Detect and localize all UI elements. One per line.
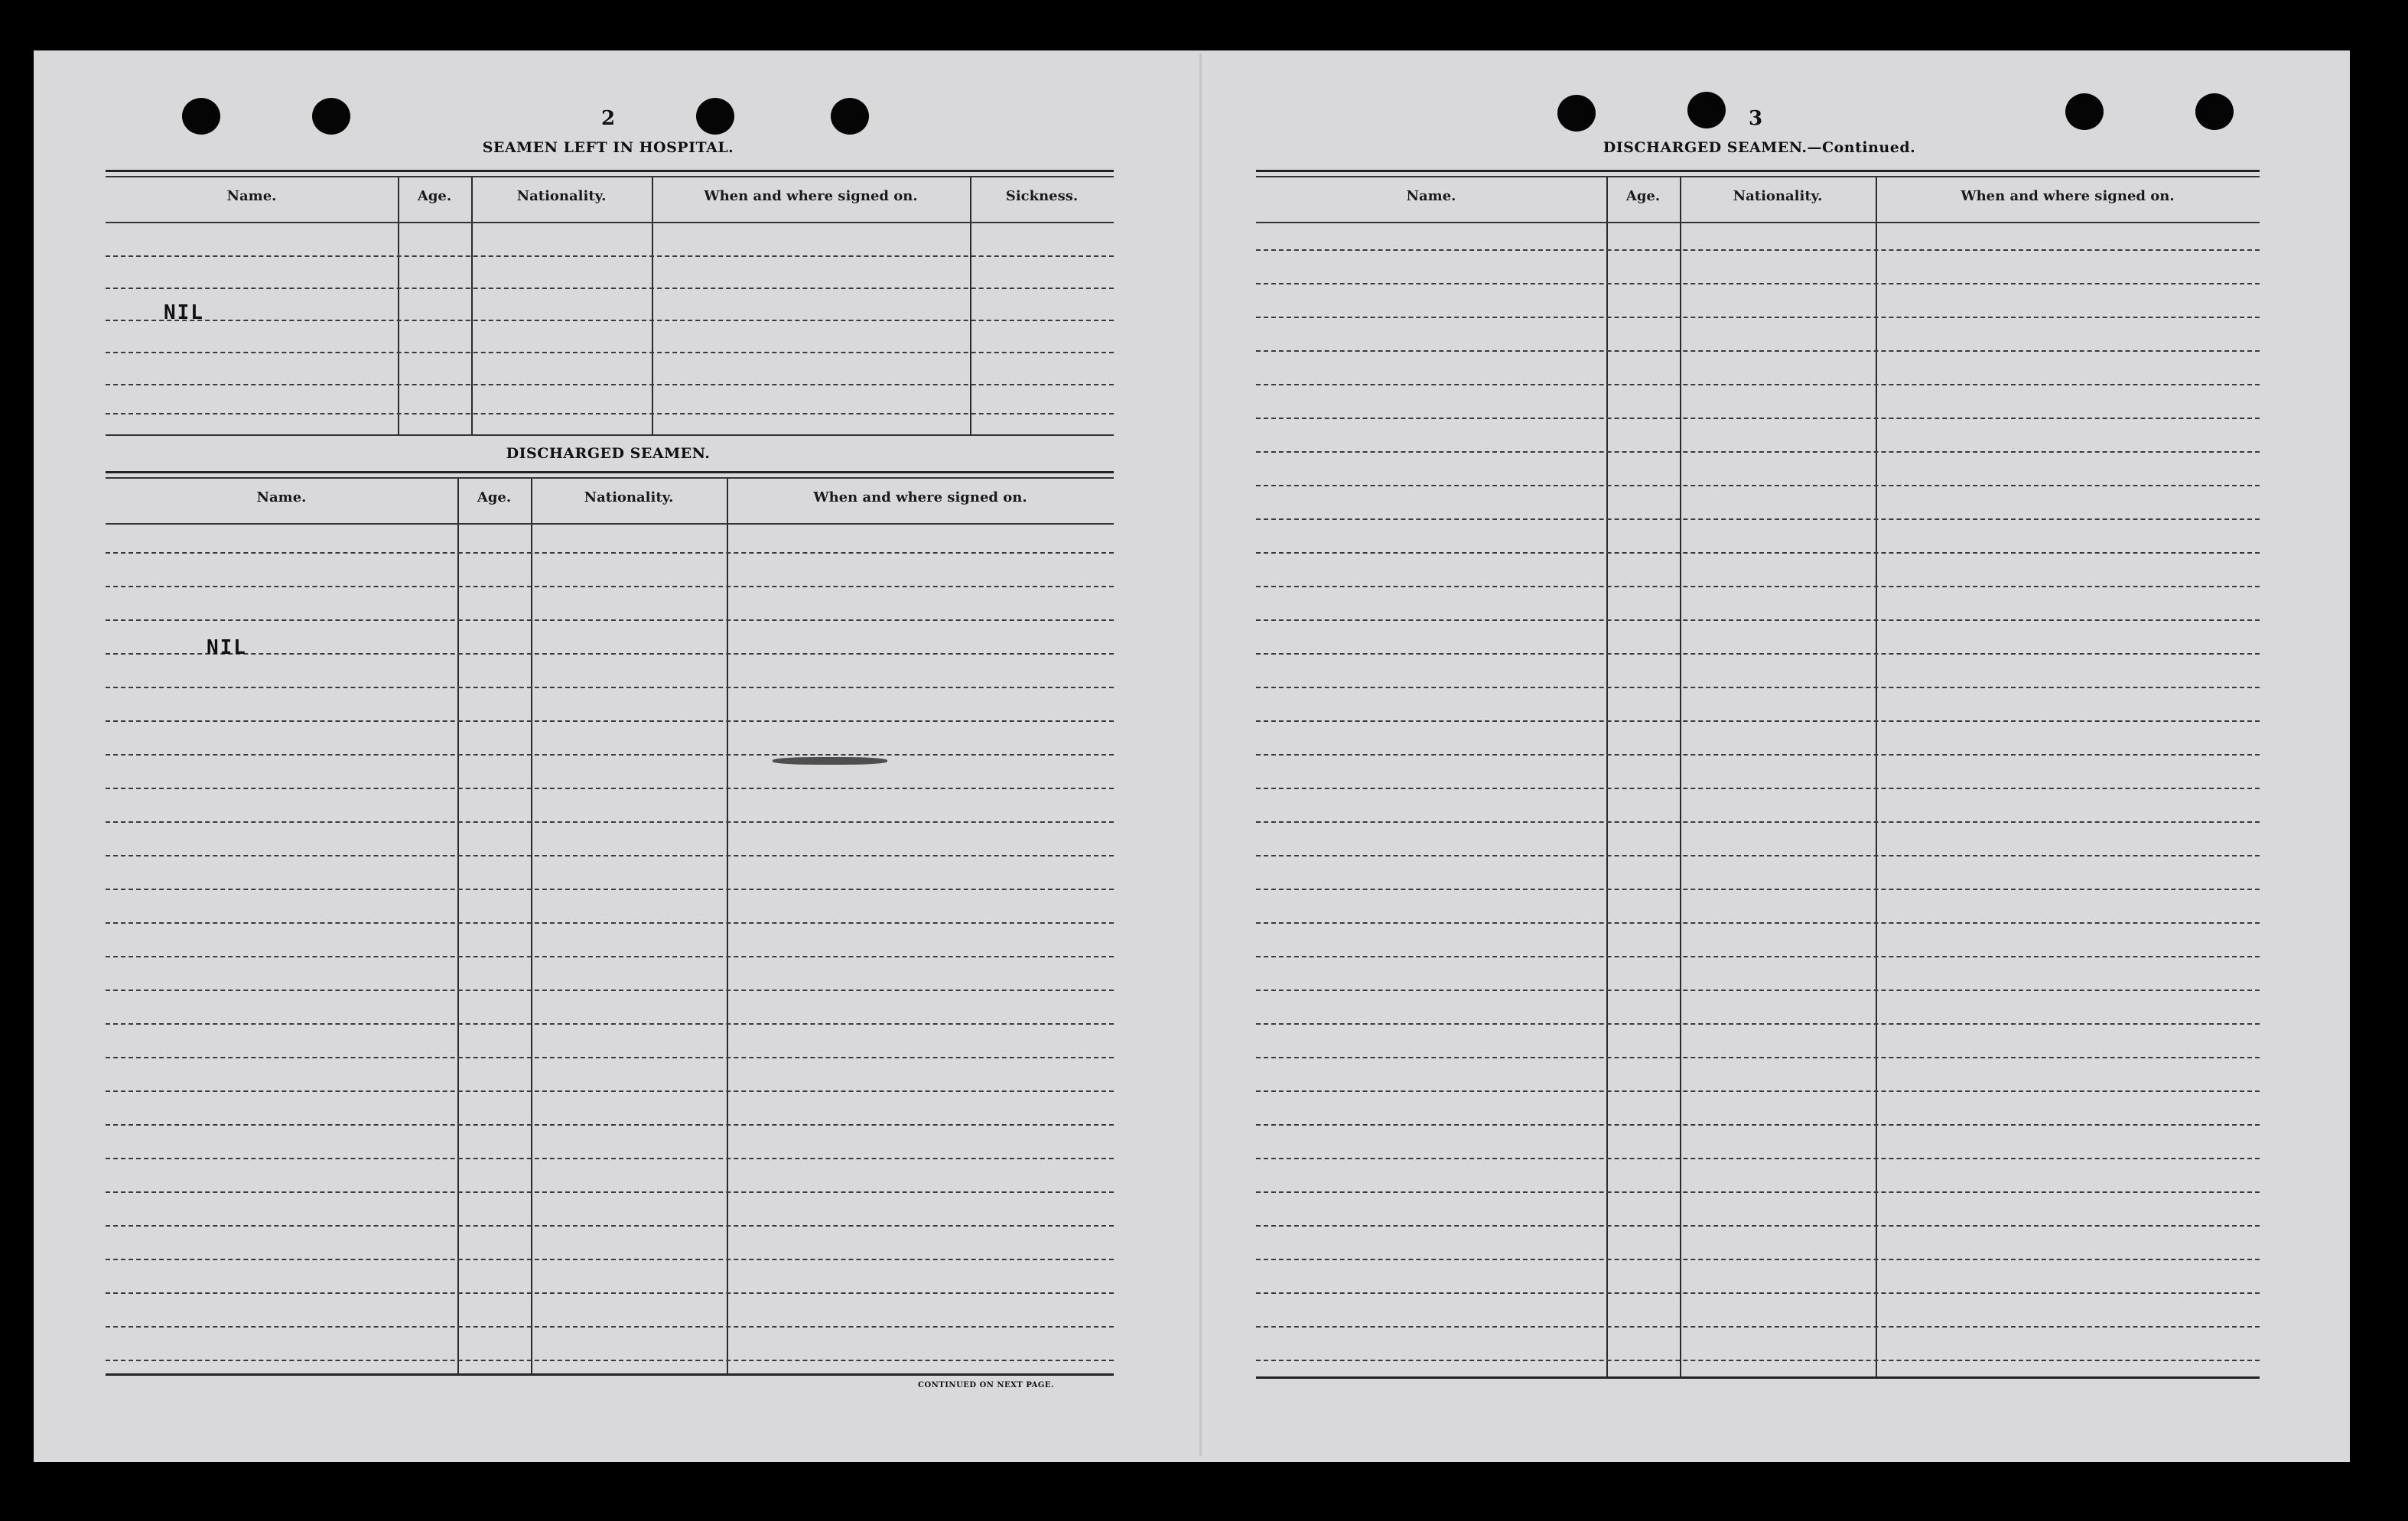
punch-hole: [312, 98, 350, 135]
hospital-header-signed-on: When and where signed on.: [704, 188, 918, 204]
ink-smudge: [773, 757, 887, 765]
discharged-header-name: Name.: [256, 489, 307, 505]
punch-hole: [182, 98, 220, 135]
punch-hole: [1557, 95, 1596, 132]
right-page-number: 3: [1748, 107, 1763, 130]
punch-hole: [1687, 92, 1726, 128]
left-page-number: 2: [600, 107, 616, 130]
right-section-title: DISCHARGED SEAMEN.—Continued.: [1603, 139, 1916, 156]
discharged-header-signed-on: When and where signed on.: [813, 489, 1027, 505]
right-header-name: Name.: [1406, 188, 1456, 204]
hospital-header-sickness: Sickness.: [1005, 188, 1079, 204]
discharged-header-age: Age.: [477, 489, 512, 505]
page-fold: [1199, 54, 1202, 1456]
punch-hole: [831, 98, 869, 135]
discharged-table-left: [106, 471, 1114, 1378]
punch-hole: [2065, 93, 2104, 130]
hospital-header-name: Name.: [226, 188, 277, 204]
discharged-header-nationality: Nationality.: [584, 489, 674, 505]
right-header-age: Age.: [1625, 188, 1661, 204]
hospital-table: [106, 170, 1114, 436]
discharged-table-right: [1256, 170, 2260, 1381]
right-header-nationality: Nationality.: [1733, 188, 1823, 204]
discharged-section-title: DISCHARGED SEAMEN.: [506, 445, 711, 462]
hospital-header-age: Age.: [417, 188, 452, 204]
right-header-signed-on: When and where signed on.: [1961, 188, 2175, 204]
discharged-nil-entry: NIL: [207, 636, 247, 659]
punch-hole: [696, 98, 734, 135]
continued-footer: CONTINUED ON NEXT PAGE.: [918, 1381, 1055, 1389]
hospital-header-nationality: Nationality.: [516, 188, 607, 204]
hospital-nil-entry: NIL: [164, 301, 204, 324]
punch-hole: [2195, 93, 2234, 130]
hospital-section-title: SEAMEN LEFT IN HOSPITAL.: [482, 139, 734, 156]
